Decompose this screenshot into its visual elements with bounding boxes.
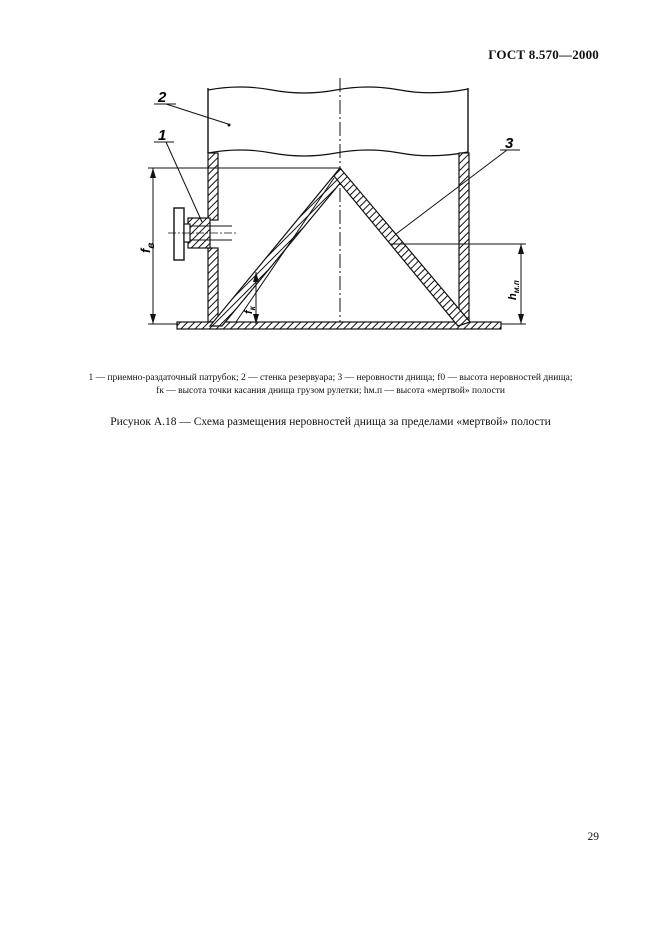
callout-3-number: 3 xyxy=(505,135,514,152)
document-code: ГОСТ 8.570—2000 xyxy=(488,47,599,62)
break-line-bottom xyxy=(208,150,468,156)
break-line-top xyxy=(208,87,468,93)
cone-inner-line xyxy=(236,178,334,322)
figure-caption: Рисунок А.18 — Схема размещения неровностей днища за пределами «мертвой» полости xyxy=(110,416,551,428)
legend-line-1: 1 — приемно-раздаточный патрубок; 2 — стенка резервуара; 3 — неровности днища; f0 — высота неровностей днища; xyxy=(88,373,573,383)
page-number: 29 xyxy=(587,831,599,843)
callout-3-leader xyxy=(396,150,507,234)
callout-1-number: 1 xyxy=(158,127,167,144)
tank-wall-right-section xyxy=(459,153,469,322)
tank-bottom-diagram xyxy=(0,0,661,360)
callout-2-leader xyxy=(166,104,228,124)
legend-line-2: fк — высота точки касания днища грузом рулетки; hм.п — высота «мертвой» полости xyxy=(156,386,505,396)
tank-wall-left-upper-section xyxy=(208,153,218,220)
f-v-arrow-bottom xyxy=(150,314,156,324)
h-ml-arrow-top xyxy=(518,244,524,254)
bottom-cone-right-slope xyxy=(334,168,470,326)
callout-2-number: 2 xyxy=(158,89,167,106)
figure-legend xyxy=(60,372,601,398)
f-v-label: $f_в$ xyxy=(138,242,157,253)
bottom-base-plate xyxy=(177,322,501,329)
h-ml-arrow-bottom xyxy=(518,314,524,324)
tank-wall-left-lower-section xyxy=(208,248,218,322)
f-k-label: $f_к$ xyxy=(243,306,257,314)
callout-2-dot xyxy=(228,124,231,127)
f-v-arrow-top xyxy=(150,168,156,178)
pipe-flange xyxy=(174,208,184,260)
bottom-cone-left-slope xyxy=(210,168,346,326)
h-ml-label: $h_{м.п}$ xyxy=(507,280,521,300)
